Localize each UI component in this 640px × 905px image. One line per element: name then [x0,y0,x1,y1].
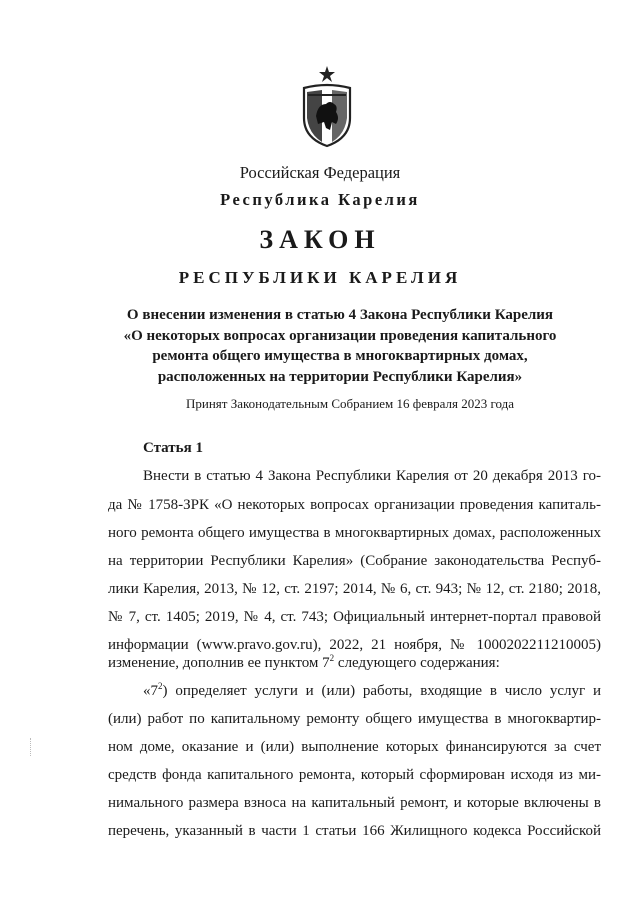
change-tail: следующего содержания: [334,655,500,671]
quote-line: (или) работ по капитальному ремонту общего имущества в многоквартир- [108,711,601,727]
body-line-change [108,655,601,672]
change-text: изменение, дополнив ее пунктом 7 [108,655,330,671]
body-line: ного ремонта общего имущества в многоквартирных домах, расположенных [108,525,601,541]
republic-heading: Республика Карелия [220,190,420,209]
quote-line: нимального размера взноса на капитальный ремонт, и которые включены в [108,795,601,811]
body-line: информации (www.pravo.gov.ru), 2022, 21 ноября, № 1000202211210005) [108,637,601,653]
karelia-coat-of-arms-icon [296,64,358,150]
law-title-line: О внесении изменения в статью 4 Закона Республики Карелия [126,307,554,323]
law-subheading: РЕСПУБЛИКИ КАРЕЛИЯ [178,268,462,287]
quote-line: ном доме, оказание и (или) выполнение которых финансируются за счет [108,739,601,755]
quote-open: «7 [143,683,158,699]
quote-superscript: 2 [158,681,163,691]
body-line: № 7, ст. 1405; 2019, № 4, ст. 743; Официальный интернет-портал правовой [108,609,601,625]
law-title-line: ремонта общего имущества в многоквартирных домах, [152,348,528,364]
body-line: на территории Республики Карелия» (Собрание законодательства Респуб- [108,553,601,569]
body-line: да № 1758-ЗРК «О некоторых вопросах организации проведения капиталь- [108,497,601,513]
law-title [100,305,580,387]
quote-line: перечень, указанный в части 1 статьи 166 Жилищного кодекса Российской [108,823,601,839]
law-heading: ЗАКОН [259,225,381,254]
quote-rest: ) определяет услуги и (или) работы, входящие в число услуг и [162,683,601,699]
quote-first-line [143,683,601,700]
article-heading: Статья 1 [143,440,203,456]
adoption-note: Принят Законодательным Собранием 16 февраля 2023 года [186,396,514,411]
body-line: Внести в статью 4 Закона Республики Карелия от 20 декабря 2013 го- [143,468,601,484]
law-title-line: расположенных на территории Республики Карелия» [157,368,523,385]
federation-heading: Российская Федерация [239,163,401,182]
margin-dotted-mark [30,738,32,756]
body-line: лики Карелия, 2013, № 12, ст. 2197; 2014, № 6, ст. 943; № 12, ст. 2180; 2018, [108,581,601,597]
change-superscript: 2 [329,653,335,663]
law-title-line: «О некоторых вопросах организации проведения капитального [123,327,557,344]
quote-line: средств фонда капитального ремонта, который сформирован исходя из ми- [108,767,601,783]
